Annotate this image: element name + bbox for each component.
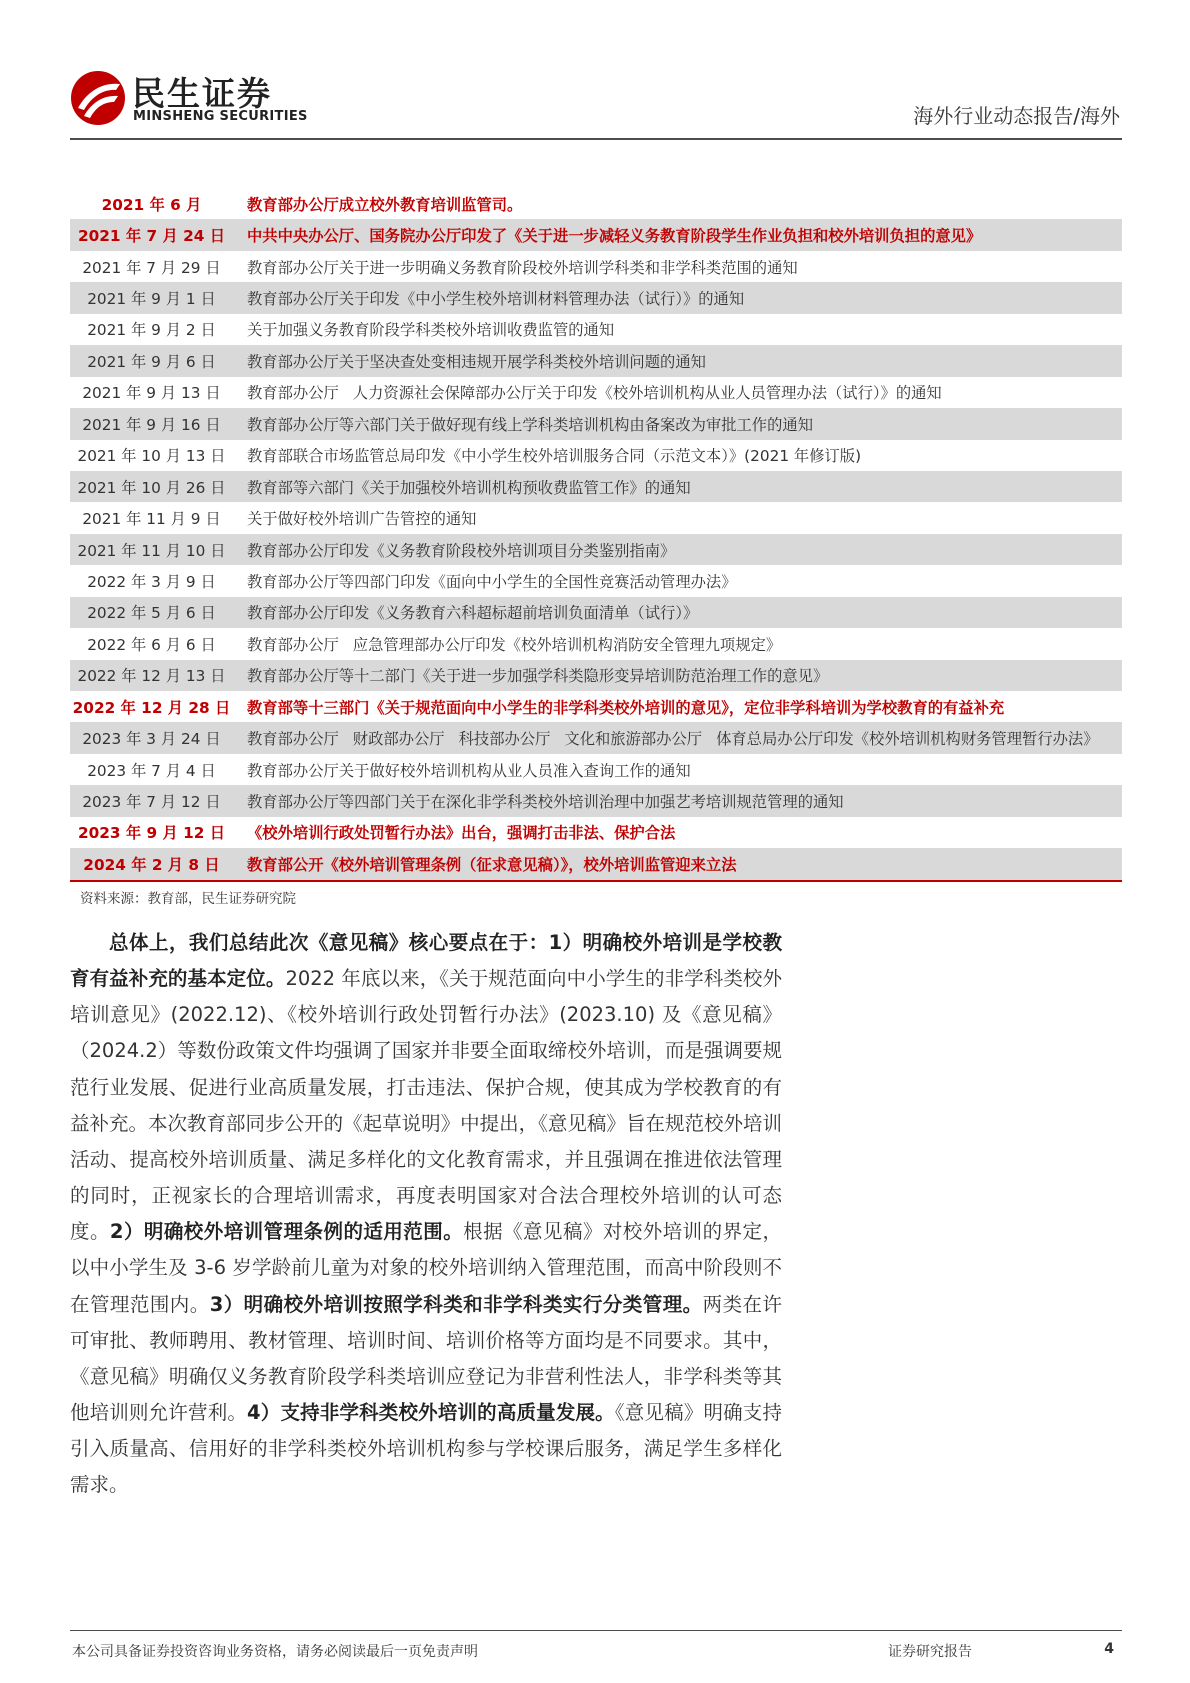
row-event: 教育部办公厅印发《义务教育阶段校外培训项目分类鉴别指南》 <box>233 534 1122 565</box>
row-date: 2021 年 9 月 1 日 <box>70 282 233 313</box>
logo-english-name: MINSHENG SECURITIES <box>133 109 308 124</box>
footer-doc-type: 证券研究报告 <box>888 1644 972 1660</box>
table-row <box>70 345 1122 376</box>
row-date: 2022 年 12 月 28 日 <box>72 698 231 717</box>
row-event <box>233 377 1122 408</box>
event-part: 财政部办公厅 <box>352 730 445 749</box>
key-point-4-detail: 《意见稿》明确支持引入质量高、信用好的非学科类校外培训机构参与学校课后服务，满足学生多样化需求。 <box>70 1401 782 1497</box>
row-event: 中共中央办公厅、国务院办公厅印发了《关于进一步减轻义务教育阶段学生作业负担和校外培训负担的意见》 <box>233 219 1122 250</box>
row-date: 2023 年 7 月 4 日 <box>87 761 216 780</box>
row-date: 2021 年 7 月 29 日 <box>82 258 221 277</box>
key-point-1-detail: 2022 年底以来，《关于规范面向中小学生的非学科类校外培训意见》(2022.12)、《校外培训行政处罚暂行办法》(2023.10) 及《意见稿》（2024.2）等数份政策文件均强调了国家并非要全面取缔校外培训，而是强调要规范行业发展、促进行业高质量发展，打击违法、保护合规，使其成为学校教育的有益补充。本次教育部同步公开的《起草说明》中提出，《意见稿》旨在规范校外培训活动、提高校外培训质量、满足多样化的文化教育需求，并且强调在推进依法管理的同时，正视家长的合理培训需求，再度表明国家对合法合理校外培训的认可态度。 <box>70 967 782 1244</box>
row-event: 教育部办公厅印发《义务教育六科超标超前培训负面清单（试行）》 <box>233 597 1122 628</box>
table-row <box>70 471 1122 502</box>
row-date: 2022 年 12 月 13 日 <box>70 660 233 691</box>
table-row <box>70 282 1122 313</box>
event-part: 教育部办公厅 <box>247 384 339 403</box>
row-date: 2021 年 10 月 26 日 <box>70 471 233 502</box>
table-row <box>70 754 1122 785</box>
table-row <box>70 785 1122 816</box>
row-event: 《校外培训行政处罚暂行办法》出台，强调打击非法、保护合法 <box>247 824 676 843</box>
row-event: 教育部办公厅关于做好校外培训机构从业人员准入查询工作的通知 <box>247 761 691 780</box>
table-row <box>70 597 1122 628</box>
row-date: 2021 年 7 月 24 日 <box>70 219 233 250</box>
row-event: 教育部联合市场监管总局印发《中小学生校外培训服务合同（示范文本）》(2021 年修订版) <box>247 447 862 466</box>
row-date: 2021 年 11 月 10 日 <box>70 534 233 565</box>
row-date: 2021 年 6 月 <box>101 195 202 214</box>
row-event: 教育部等十三部门《关于规范面向中小学生的非学科类校外培训的意见》，定位非学科培训为学校教育的有益补充 <box>247 698 1005 717</box>
table-row <box>70 848 1122 880</box>
table-row <box>70 314 1122 345</box>
row-date: 2022 年 3 月 9 日 <box>87 572 216 591</box>
row-event: 关于加强义务教育阶段学科类校外培训收费监管的通知 <box>247 321 615 340</box>
table-row <box>70 377 1122 408</box>
key-point-1: 总体上，我们总结此次《意见稿》核心要点在于：1）明确校外培训是学校教育有益补充的基本定位。 <box>70 931 782 991</box>
table-row <box>70 660 1122 691</box>
event-part: 应急管理部办公厅印发《校外培训机构消防安全管理九项规定》 <box>352 635 782 654</box>
policy-timeline-table <box>70 188 1122 882</box>
row-date: 2023 年 3 月 24 日 <box>70 722 233 753</box>
table-row <box>70 628 1122 659</box>
footer-disclaimer: 本公司具备证券投资咨询业务资格，请务必阅读最后一页免责声明 <box>72 1644 478 1660</box>
row-date: 2023 年 9 月 12 日 <box>77 824 226 843</box>
logo-chinese-name: 民生证券 <box>132 74 272 113</box>
event-part: 科技部办公厅 <box>458 730 551 749</box>
event-part: 教育部办公厅 <box>247 635 339 654</box>
table-row <box>70 502 1122 533</box>
table-row <box>70 534 1122 565</box>
key-point-4: 4）支持非学科类校外培训的高质量发展。 <box>247 1401 615 1425</box>
key-point-2: 2）明确校外培训管理条例的适用范围。 <box>109 1220 464 1244</box>
table-row <box>70 251 1122 282</box>
summary-paragraph <box>70 925 782 1504</box>
row-event: 教育部办公厅等十二部门《关于进一步加强学科类隐形变异培训防范治理工作的意见》 <box>233 660 1122 691</box>
row-date: 2021 年 9 月 6 日 <box>70 345 233 376</box>
event-part: 人力资源社会保障部办公厅关于印发《校外培训机构从业人员管理办法（试行）》的通知 <box>352 384 942 403</box>
row-event: 教育部公开《校外培训管理条例（征求意见稿）》，校外培训监管迎来立法 <box>233 848 1122 880</box>
key-point-2-detail: 根据《意见稿》对校外培训的界定，以中小学生及 3-6 岁学龄前儿童为对象的校外培训纳入管理范围，而高中阶段则不在管理范围内。 <box>70 1220 782 1316</box>
row-date: 2021 年 9 月 2 日 <box>87 321 216 340</box>
event-part: 文化和旅游部办公厅 <box>564 730 703 749</box>
table-row <box>70 691 1122 722</box>
row-event: 教育部办公厅等六部门关于做好现有线上学科类培训机构由备案改为审批工作的通知 <box>233 408 1122 439</box>
company-logo <box>70 66 370 128</box>
minsheng-logo-icon <box>70 70 126 126</box>
event-part: 体育总局办公厅印发《校外培训机构财务管理暂行办法》 <box>716 730 1099 749</box>
row-date: 2022 年 6 月 6 日 <box>87 635 216 654</box>
row-event: 教育部办公厅关于坚决查处变相违规开展学科类校外培训问题的通知 <box>233 345 1122 376</box>
summary-text <box>70 925 782 1504</box>
page-header <box>70 66 1122 140</box>
page-footer <box>70 1630 1122 1663</box>
table-source-note: 资料来源：教育部，民生证券研究院 <box>80 891 296 907</box>
row-event: 教育部办公厅关于进一步明确义务教育阶段校外培训学科类和非学科类范围的通知 <box>247 258 798 277</box>
row-date: 2021 年 11 月 9 日 <box>82 510 221 529</box>
table-row <box>70 408 1122 439</box>
row-date: 2021 年 9 月 16 日 <box>70 408 233 439</box>
key-point-3: 3）明确校外培训按照学科类和非学科类实行分类管理。 <box>209 1292 703 1316</box>
table-row <box>70 722 1122 753</box>
key-point-3-detail: 两类在许可审批、教师聘用、教材管理、培训时间、培训价格等方面均是不同要求。其中，《意见稿》明确仅义务教育阶段学科类培训应登记为非营利性法人，非学科类等其他培训则允许营利。 <box>70 1292 782 1425</box>
row-event: 教育部等六部门《关于加强校外培训机构预收费监管工作》的通知 <box>233 471 1122 502</box>
table-row <box>70 219 1122 250</box>
row-event <box>233 628 1122 659</box>
table-row <box>70 188 1122 219</box>
row-event: 教育部办公厅等四部门印发《面向中小学生的全国性竞赛活动管理办法》 <box>247 572 737 591</box>
row-date: 2021 年 9 月 13 日 <box>82 384 221 403</box>
page-number: 4 <box>1104 1641 1114 1657</box>
table-row <box>70 440 1122 471</box>
row-event: 教育部办公厅关于印发《中小学生校外培训材料管理办法（试行）》的通知 <box>233 282 1122 313</box>
row-date: 2024 年 2 月 8 日 <box>70 848 233 880</box>
report-type: 海外行业动态报告/海外 <box>913 104 1120 128</box>
row-date: 2021 年 10 月 13 日 <box>77 447 226 466</box>
event-part: 教育部办公厅 <box>247 730 339 749</box>
row-date: 2022 年 5 月 6 日 <box>70 597 233 628</box>
row-event: 关于做好校外培训广告管控的通知 <box>247 510 477 529</box>
table-row <box>70 817 1122 848</box>
row-event: 教育部办公厅成立校外教育培训监管司。 <box>247 195 523 214</box>
row-event <box>233 722 1122 753</box>
table-row <box>70 565 1122 596</box>
row-date: 2023 年 7 月 12 日 <box>70 785 233 816</box>
row-event: 教育部办公厅等四部门关于在深化非学科类校外培训治理中加强艺考培训规范管理的通知 <box>233 785 1122 816</box>
